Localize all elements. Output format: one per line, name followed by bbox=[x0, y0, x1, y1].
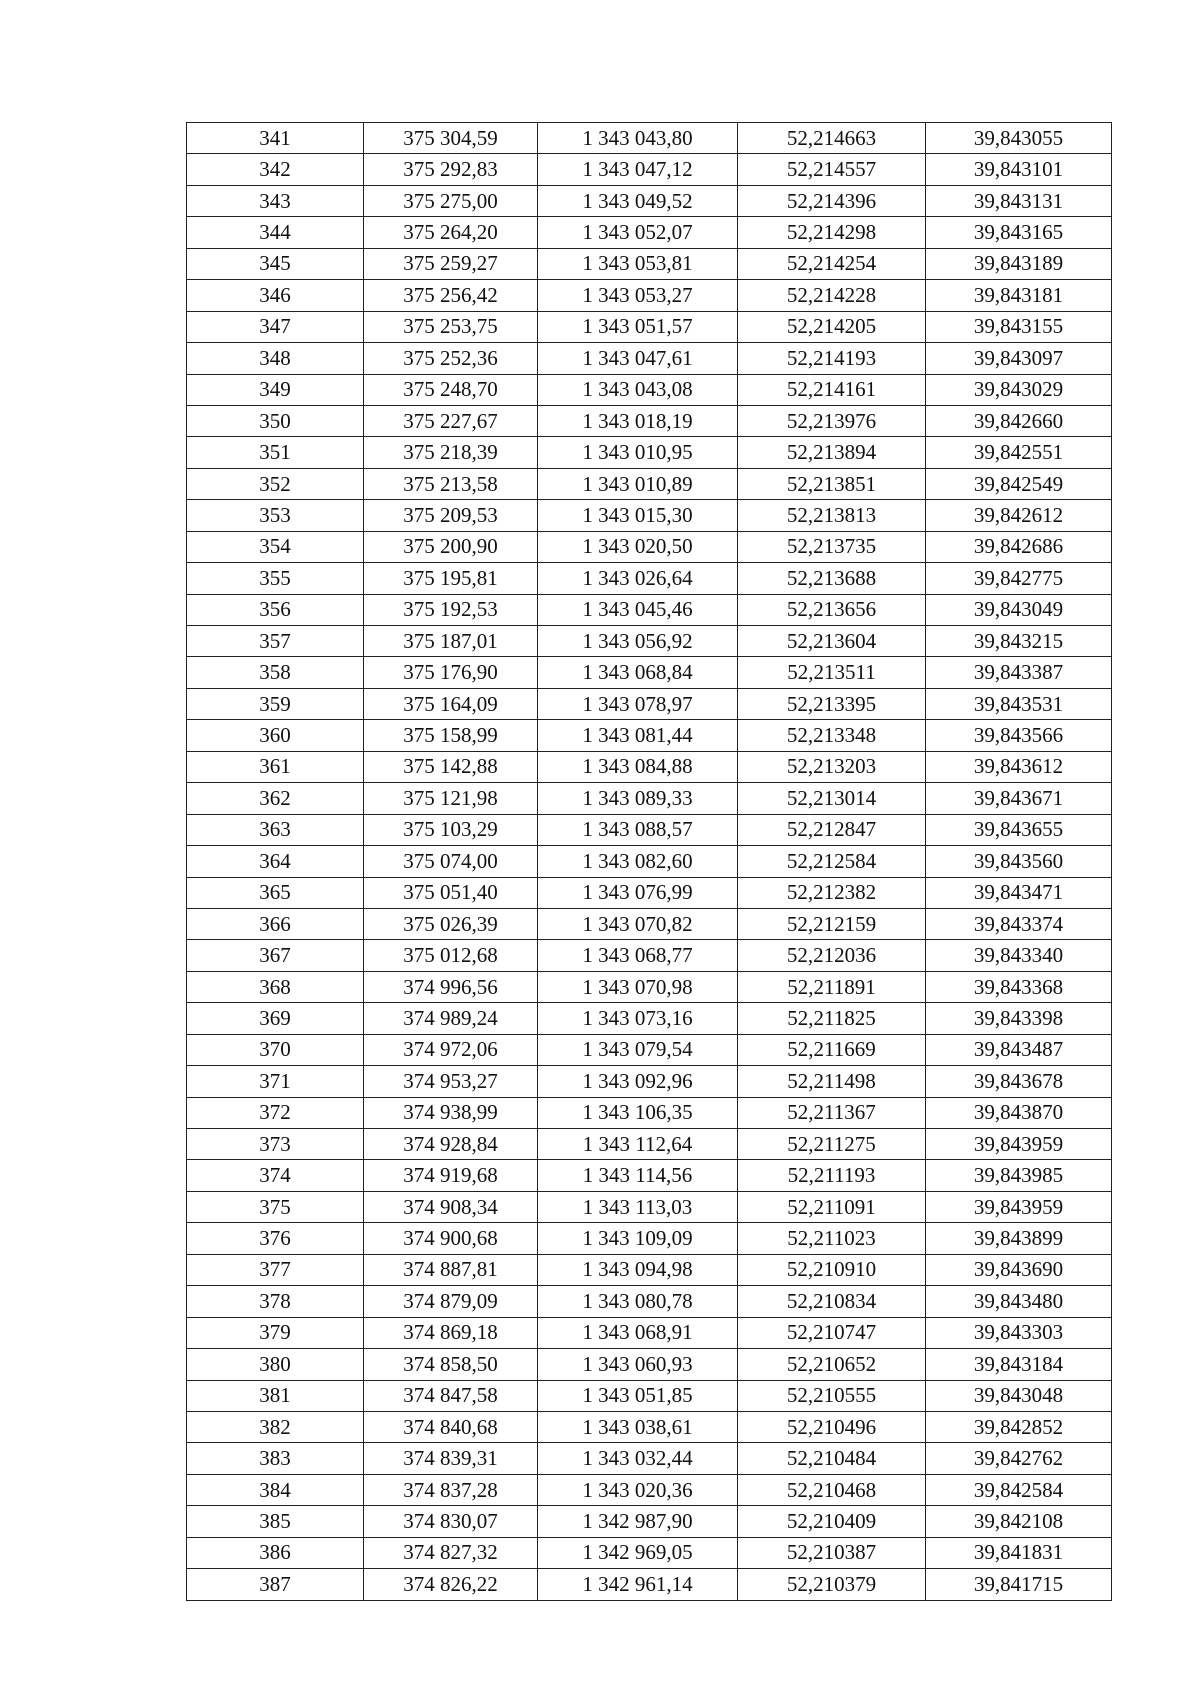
x-coordinate-cell: 375 195,81 bbox=[364, 563, 538, 594]
latitude-cell: 52,214228 bbox=[738, 280, 926, 311]
longitude-cell: 39,842612 bbox=[926, 500, 1112, 531]
y-coordinate-cell: 1 343 010,89 bbox=[538, 468, 738, 499]
y-coordinate-cell: 1 343 088,57 bbox=[538, 814, 738, 845]
x-coordinate-cell: 375 103,29 bbox=[364, 814, 538, 845]
x-coordinate-cell: 374 989,24 bbox=[364, 1003, 538, 1034]
point-number-cell: 359 bbox=[187, 688, 364, 719]
latitude-cell: 52,211825 bbox=[738, 1003, 926, 1034]
table-row bbox=[187, 814, 1112, 845]
longitude-cell: 39,841831 bbox=[926, 1537, 1112, 1568]
longitude-cell: 39,843101 bbox=[926, 154, 1112, 185]
x-coordinate-cell: 375 051,40 bbox=[364, 877, 538, 908]
y-coordinate-cell: 1 343 045,46 bbox=[538, 594, 738, 625]
table-row bbox=[187, 657, 1112, 688]
x-coordinate-cell: 374 827,32 bbox=[364, 1537, 538, 1568]
latitude-cell: 52,210652 bbox=[738, 1349, 926, 1380]
y-coordinate-cell: 1 343 060,93 bbox=[538, 1349, 738, 1380]
y-coordinate-cell: 1 343 052,07 bbox=[538, 217, 738, 248]
point-number-cell: 353 bbox=[187, 500, 364, 531]
table-row bbox=[187, 1380, 1112, 1411]
x-coordinate-cell: 375 253,75 bbox=[364, 311, 538, 342]
x-coordinate-cell: 374 919,68 bbox=[364, 1160, 538, 1191]
x-coordinate-cell: 374 840,68 bbox=[364, 1411, 538, 1442]
longitude-cell: 39,843531 bbox=[926, 688, 1112, 719]
point-number-cell: 355 bbox=[187, 563, 364, 594]
x-coordinate-cell: 375 187,01 bbox=[364, 626, 538, 657]
y-coordinate-cell: 1 343 076,99 bbox=[538, 877, 738, 908]
y-coordinate-cell: 1 343 047,12 bbox=[538, 154, 738, 185]
y-coordinate-cell: 1 343 109,09 bbox=[538, 1223, 738, 1254]
table-row bbox=[187, 1066, 1112, 1097]
point-number-cell: 376 bbox=[187, 1223, 364, 1254]
table-row bbox=[187, 720, 1112, 751]
longitude-cell: 39,843184 bbox=[926, 1349, 1112, 1380]
longitude-cell: 39,843303 bbox=[926, 1317, 1112, 1348]
point-number-cell: 377 bbox=[187, 1254, 364, 1285]
longitude-cell: 39,842584 bbox=[926, 1474, 1112, 1505]
table-row bbox=[187, 468, 1112, 499]
y-coordinate-cell: 1 343 020,36 bbox=[538, 1474, 738, 1505]
table-row bbox=[187, 940, 1112, 971]
latitude-cell: 52,211498 bbox=[738, 1066, 926, 1097]
x-coordinate-cell: 375 142,88 bbox=[364, 751, 538, 782]
longitude-cell: 39,843612 bbox=[926, 751, 1112, 782]
point-number-cell: 386 bbox=[187, 1537, 364, 1568]
point-number-cell: 342 bbox=[187, 154, 364, 185]
table-row bbox=[187, 531, 1112, 562]
point-number-cell: 375 bbox=[187, 1191, 364, 1222]
longitude-cell: 39,843048 bbox=[926, 1380, 1112, 1411]
y-coordinate-cell: 1 343 051,57 bbox=[538, 311, 738, 342]
latitude-cell: 52,213894 bbox=[738, 437, 926, 468]
table-row bbox=[187, 688, 1112, 719]
x-coordinate-cell: 374 879,09 bbox=[364, 1286, 538, 1317]
y-coordinate-cell: 1 343 068,91 bbox=[538, 1317, 738, 1348]
y-coordinate-cell: 1 343 068,77 bbox=[538, 940, 738, 971]
y-coordinate-cell: 1 343 068,84 bbox=[538, 657, 738, 688]
table-row bbox=[187, 1537, 1112, 1568]
y-coordinate-cell: 1 343 082,60 bbox=[538, 846, 738, 877]
table-body bbox=[187, 123, 1112, 1601]
table-row bbox=[187, 405, 1112, 436]
latitude-cell: 52,211669 bbox=[738, 1034, 926, 1065]
point-number-cell: 364 bbox=[187, 846, 364, 877]
latitude-cell: 52,210387 bbox=[738, 1537, 926, 1568]
coordinates-table bbox=[186, 122, 1112, 1601]
point-number-cell: 382 bbox=[187, 1411, 364, 1442]
latitude-cell: 52,211193 bbox=[738, 1160, 926, 1191]
x-coordinate-cell: 374 837,28 bbox=[364, 1474, 538, 1505]
x-coordinate-cell: 375 121,98 bbox=[364, 783, 538, 814]
longitude-cell: 39,843181 bbox=[926, 280, 1112, 311]
longitude-cell: 39,843215 bbox=[926, 626, 1112, 657]
y-coordinate-cell: 1 343 053,81 bbox=[538, 248, 738, 279]
latitude-cell: 52,213813 bbox=[738, 500, 926, 531]
x-coordinate-cell: 374 830,07 bbox=[364, 1506, 538, 1537]
y-coordinate-cell: 1 343 080,78 bbox=[538, 1286, 738, 1317]
table-row bbox=[187, 594, 1112, 625]
longitude-cell: 39,843471 bbox=[926, 877, 1112, 908]
longitude-cell: 39,843049 bbox=[926, 594, 1112, 625]
x-coordinate-cell: 375 158,99 bbox=[364, 720, 538, 751]
point-number-cell: 352 bbox=[187, 468, 364, 499]
point-number-cell: 349 bbox=[187, 374, 364, 405]
latitude-cell: 52,213688 bbox=[738, 563, 926, 594]
y-coordinate-cell: 1 343 018,19 bbox=[538, 405, 738, 436]
table-row bbox=[187, 500, 1112, 531]
latitude-cell: 52,210468 bbox=[738, 1474, 926, 1505]
latitude-cell: 52,213014 bbox=[738, 783, 926, 814]
latitude-cell: 52,213735 bbox=[738, 531, 926, 562]
point-number-cell: 373 bbox=[187, 1129, 364, 1160]
table-row bbox=[187, 154, 1112, 185]
table-row bbox=[187, 185, 1112, 216]
point-number-cell: 348 bbox=[187, 343, 364, 374]
latitude-cell: 52,211023 bbox=[738, 1223, 926, 1254]
x-coordinate-cell: 375 252,36 bbox=[364, 343, 538, 374]
longitude-cell: 39,843487 bbox=[926, 1034, 1112, 1065]
longitude-cell: 39,843678 bbox=[926, 1066, 1112, 1097]
x-coordinate-cell: 374 908,34 bbox=[364, 1191, 538, 1222]
longitude-cell: 39,842852 bbox=[926, 1411, 1112, 1442]
x-coordinate-cell: 375 026,39 bbox=[364, 908, 538, 939]
latitude-cell: 52,213604 bbox=[738, 626, 926, 657]
x-coordinate-cell: 374 972,06 bbox=[364, 1034, 538, 1065]
latitude-cell: 52,213851 bbox=[738, 468, 926, 499]
point-number-cell: 379 bbox=[187, 1317, 364, 1348]
point-number-cell: 370 bbox=[187, 1034, 364, 1065]
table-row bbox=[187, 1191, 1112, 1222]
latitude-cell: 52,210496 bbox=[738, 1411, 926, 1442]
y-coordinate-cell: 1 342 969,05 bbox=[538, 1537, 738, 1568]
table-row bbox=[187, 1160, 1112, 1191]
table-row bbox=[187, 1411, 1112, 1442]
x-coordinate-cell: 374 953,27 bbox=[364, 1066, 538, 1097]
longitude-cell: 39,843155 bbox=[926, 311, 1112, 342]
longitude-cell: 39,843566 bbox=[926, 720, 1112, 751]
point-number-cell: 351 bbox=[187, 437, 364, 468]
latitude-cell: 52,211367 bbox=[738, 1097, 926, 1128]
point-number-cell: 341 bbox=[187, 123, 364, 154]
y-coordinate-cell: 1 343 070,98 bbox=[538, 971, 738, 1002]
y-coordinate-cell: 1 343 073,16 bbox=[538, 1003, 738, 1034]
longitude-cell: 39,843671 bbox=[926, 783, 1112, 814]
point-number-cell: 358 bbox=[187, 657, 364, 688]
y-coordinate-cell: 1 343 094,98 bbox=[538, 1254, 738, 1285]
longitude-cell: 39,843959 bbox=[926, 1191, 1112, 1222]
y-coordinate-cell: 1 342 987,90 bbox=[538, 1506, 738, 1537]
latitude-cell: 52,210555 bbox=[738, 1380, 926, 1411]
point-number-cell: 387 bbox=[187, 1569, 364, 1600]
latitude-cell: 52,213976 bbox=[738, 405, 926, 436]
table-row bbox=[187, 280, 1112, 311]
table-row bbox=[187, 971, 1112, 1002]
point-number-cell: 365 bbox=[187, 877, 364, 908]
latitude-cell: 52,214663 bbox=[738, 123, 926, 154]
point-number-cell: 385 bbox=[187, 1506, 364, 1537]
point-number-cell: 374 bbox=[187, 1160, 364, 1191]
y-coordinate-cell: 1 343 010,95 bbox=[538, 437, 738, 468]
latitude-cell: 52,214396 bbox=[738, 185, 926, 216]
longitude-cell: 39,841715 bbox=[926, 1569, 1112, 1600]
table-row bbox=[187, 1254, 1112, 1285]
longitude-cell: 39,843340 bbox=[926, 940, 1112, 971]
point-number-cell: 368 bbox=[187, 971, 364, 1002]
x-coordinate-cell: 374 887,81 bbox=[364, 1254, 538, 1285]
table-row bbox=[187, 123, 1112, 154]
y-coordinate-cell: 1 343 106,35 bbox=[538, 1097, 738, 1128]
latitude-cell: 52,212036 bbox=[738, 940, 926, 971]
table-row bbox=[187, 1097, 1112, 1128]
longitude-cell: 39,843899 bbox=[926, 1223, 1112, 1254]
longitude-cell: 39,843189 bbox=[926, 248, 1112, 279]
longitude-cell: 39,842108 bbox=[926, 1506, 1112, 1537]
y-coordinate-cell: 1 343 070,82 bbox=[538, 908, 738, 939]
table-row bbox=[187, 563, 1112, 594]
x-coordinate-cell: 374 938,99 bbox=[364, 1097, 538, 1128]
y-coordinate-cell: 1 343 114,56 bbox=[538, 1160, 738, 1191]
y-coordinate-cell: 1 343 081,44 bbox=[538, 720, 738, 751]
table-row bbox=[187, 1129, 1112, 1160]
table-row bbox=[187, 248, 1112, 279]
longitude-cell: 39,842686 bbox=[926, 531, 1112, 562]
longitude-cell: 39,842551 bbox=[926, 437, 1112, 468]
table-row bbox=[187, 1474, 1112, 1505]
latitude-cell: 52,210747 bbox=[738, 1317, 926, 1348]
point-number-cell: 343 bbox=[187, 185, 364, 216]
longitude-cell: 39,843690 bbox=[926, 1254, 1112, 1285]
y-coordinate-cell: 1 343 084,88 bbox=[538, 751, 738, 782]
table-row bbox=[187, 437, 1112, 468]
point-number-cell: 369 bbox=[187, 1003, 364, 1034]
latitude-cell: 52,210484 bbox=[738, 1443, 926, 1474]
longitude-cell: 39,843398 bbox=[926, 1003, 1112, 1034]
longitude-cell: 39,843985 bbox=[926, 1160, 1112, 1191]
point-number-cell: 363 bbox=[187, 814, 364, 845]
longitude-cell: 39,842660 bbox=[926, 405, 1112, 436]
latitude-cell: 52,212584 bbox=[738, 846, 926, 877]
table-row bbox=[187, 1349, 1112, 1380]
latitude-cell: 52,210409 bbox=[738, 1506, 926, 1537]
point-number-cell: 362 bbox=[187, 783, 364, 814]
x-coordinate-cell: 375 304,59 bbox=[364, 123, 538, 154]
y-coordinate-cell: 1 343 020,50 bbox=[538, 531, 738, 562]
x-coordinate-cell: 375 200,90 bbox=[364, 531, 538, 562]
x-coordinate-cell: 374 839,31 bbox=[364, 1443, 538, 1474]
longitude-cell: 39,843055 bbox=[926, 123, 1112, 154]
latitude-cell: 52,214298 bbox=[738, 217, 926, 248]
longitude-cell: 39,843655 bbox=[926, 814, 1112, 845]
y-coordinate-cell: 1 343 113,03 bbox=[538, 1191, 738, 1222]
y-coordinate-cell: 1 343 038,61 bbox=[538, 1411, 738, 1442]
latitude-cell: 52,214193 bbox=[738, 343, 926, 374]
latitude-cell: 52,214254 bbox=[738, 248, 926, 279]
x-coordinate-cell: 375 292,83 bbox=[364, 154, 538, 185]
x-coordinate-cell: 374 847,58 bbox=[364, 1380, 538, 1411]
x-coordinate-cell: 374 858,50 bbox=[364, 1349, 538, 1380]
latitude-cell: 52,213395 bbox=[738, 688, 926, 719]
table-row bbox=[187, 1317, 1112, 1348]
x-coordinate-cell: 375 218,39 bbox=[364, 437, 538, 468]
latitude-cell: 52,213511 bbox=[738, 657, 926, 688]
point-number-cell: 384 bbox=[187, 1474, 364, 1505]
table-row bbox=[187, 1034, 1112, 1065]
table-row bbox=[187, 1223, 1112, 1254]
y-coordinate-cell: 1 342 961,14 bbox=[538, 1569, 738, 1600]
x-coordinate-cell: 375 192,53 bbox=[364, 594, 538, 625]
y-coordinate-cell: 1 343 053,27 bbox=[538, 280, 738, 311]
point-number-cell: 354 bbox=[187, 531, 364, 562]
longitude-cell: 39,843374 bbox=[926, 908, 1112, 939]
x-coordinate-cell: 375 259,27 bbox=[364, 248, 538, 279]
longitude-cell: 39,843560 bbox=[926, 846, 1112, 877]
latitude-cell: 52,210379 bbox=[738, 1569, 926, 1600]
table-row bbox=[187, 783, 1112, 814]
table-row bbox=[187, 1443, 1112, 1474]
point-number-cell: 350 bbox=[187, 405, 364, 436]
point-number-cell: 361 bbox=[187, 751, 364, 782]
x-coordinate-cell: 375 256,42 bbox=[364, 280, 538, 311]
table-row bbox=[187, 908, 1112, 939]
point-number-cell: 381 bbox=[187, 1380, 364, 1411]
latitude-cell: 52,212382 bbox=[738, 877, 926, 908]
longitude-cell: 39,843097 bbox=[926, 343, 1112, 374]
x-coordinate-cell: 374 826,22 bbox=[364, 1569, 538, 1600]
point-number-cell: 371 bbox=[187, 1066, 364, 1097]
y-coordinate-cell: 1 343 051,85 bbox=[538, 1380, 738, 1411]
y-coordinate-cell: 1 343 056,92 bbox=[538, 626, 738, 657]
point-number-cell: 344 bbox=[187, 217, 364, 248]
latitude-cell: 52,214205 bbox=[738, 311, 926, 342]
table-row bbox=[187, 626, 1112, 657]
latitude-cell: 52,210910 bbox=[738, 1254, 926, 1285]
table-row bbox=[187, 846, 1112, 877]
latitude-cell: 52,214161 bbox=[738, 374, 926, 405]
point-number-cell: 380 bbox=[187, 1349, 364, 1380]
table-row bbox=[187, 343, 1112, 374]
x-coordinate-cell: 374 869,18 bbox=[364, 1317, 538, 1348]
longitude-cell: 39,842549 bbox=[926, 468, 1112, 499]
latitude-cell: 52,212159 bbox=[738, 908, 926, 939]
point-number-cell: 372 bbox=[187, 1097, 364, 1128]
table-row bbox=[187, 877, 1112, 908]
table-row bbox=[187, 374, 1112, 405]
latitude-cell: 52,213203 bbox=[738, 751, 926, 782]
y-coordinate-cell: 1 343 112,64 bbox=[538, 1129, 738, 1160]
x-coordinate-cell: 375 074,00 bbox=[364, 846, 538, 877]
point-number-cell: 383 bbox=[187, 1443, 364, 1474]
latitude-cell: 52,210834 bbox=[738, 1286, 926, 1317]
x-coordinate-cell: 375 248,70 bbox=[364, 374, 538, 405]
longitude-cell: 39,843131 bbox=[926, 185, 1112, 216]
table-row bbox=[187, 751, 1112, 782]
x-coordinate-cell: 375 275,00 bbox=[364, 185, 538, 216]
longitude-cell: 39,842775 bbox=[926, 563, 1112, 594]
y-coordinate-cell: 1 343 043,08 bbox=[538, 374, 738, 405]
longitude-cell: 39,843165 bbox=[926, 217, 1112, 248]
y-coordinate-cell: 1 343 015,30 bbox=[538, 500, 738, 531]
table-row bbox=[187, 217, 1112, 248]
x-coordinate-cell: 375 176,90 bbox=[364, 657, 538, 688]
y-coordinate-cell: 1 343 047,61 bbox=[538, 343, 738, 374]
x-coordinate-cell: 375 012,68 bbox=[364, 940, 538, 971]
longitude-cell: 39,843480 bbox=[926, 1286, 1112, 1317]
x-coordinate-cell: 375 213,58 bbox=[364, 468, 538, 499]
latitude-cell: 52,214557 bbox=[738, 154, 926, 185]
x-coordinate-cell: 375 227,67 bbox=[364, 405, 538, 436]
point-number-cell: 356 bbox=[187, 594, 364, 625]
table-row bbox=[187, 1506, 1112, 1537]
longitude-cell: 39,842762 bbox=[926, 1443, 1112, 1474]
point-number-cell: 367 bbox=[187, 940, 364, 971]
point-number-cell: 357 bbox=[187, 626, 364, 657]
y-coordinate-cell: 1 343 026,64 bbox=[538, 563, 738, 594]
longitude-cell: 39,843959 bbox=[926, 1129, 1112, 1160]
x-coordinate-cell: 375 264,20 bbox=[364, 217, 538, 248]
point-number-cell: 347 bbox=[187, 311, 364, 342]
table-row bbox=[187, 1569, 1112, 1600]
point-number-cell: 366 bbox=[187, 908, 364, 939]
table-row bbox=[187, 1003, 1112, 1034]
latitude-cell: 52,211891 bbox=[738, 971, 926, 1002]
x-coordinate-cell: 374 928,84 bbox=[364, 1129, 538, 1160]
y-coordinate-cell: 1 343 049,52 bbox=[538, 185, 738, 216]
x-coordinate-cell: 374 900,68 bbox=[364, 1223, 538, 1254]
table-row bbox=[187, 311, 1112, 342]
latitude-cell: 52,211275 bbox=[738, 1129, 926, 1160]
y-coordinate-cell: 1 343 079,54 bbox=[538, 1034, 738, 1065]
table-row bbox=[187, 1286, 1112, 1317]
latitude-cell: 52,212847 bbox=[738, 814, 926, 845]
latitude-cell: 52,211091 bbox=[738, 1191, 926, 1222]
x-coordinate-cell: 375 164,09 bbox=[364, 688, 538, 719]
y-coordinate-cell: 1 343 032,44 bbox=[538, 1443, 738, 1474]
point-number-cell: 360 bbox=[187, 720, 364, 751]
longitude-cell: 39,843870 bbox=[926, 1097, 1112, 1128]
latitude-cell: 52,213348 bbox=[738, 720, 926, 751]
point-number-cell: 378 bbox=[187, 1286, 364, 1317]
point-number-cell: 345 bbox=[187, 248, 364, 279]
longitude-cell: 39,843368 bbox=[926, 971, 1112, 1002]
y-coordinate-cell: 1 343 078,97 bbox=[538, 688, 738, 719]
y-coordinate-cell: 1 343 089,33 bbox=[538, 783, 738, 814]
point-number-cell: 346 bbox=[187, 280, 364, 311]
latitude-cell: 52,213656 bbox=[738, 594, 926, 625]
longitude-cell: 39,843029 bbox=[926, 374, 1112, 405]
x-coordinate-cell: 375 209,53 bbox=[364, 500, 538, 531]
y-coordinate-cell: 1 343 043,80 bbox=[538, 123, 738, 154]
y-coordinate-cell: 1 343 092,96 bbox=[538, 1066, 738, 1097]
longitude-cell: 39,843387 bbox=[926, 657, 1112, 688]
x-coordinate-cell: 374 996,56 bbox=[364, 971, 538, 1002]
